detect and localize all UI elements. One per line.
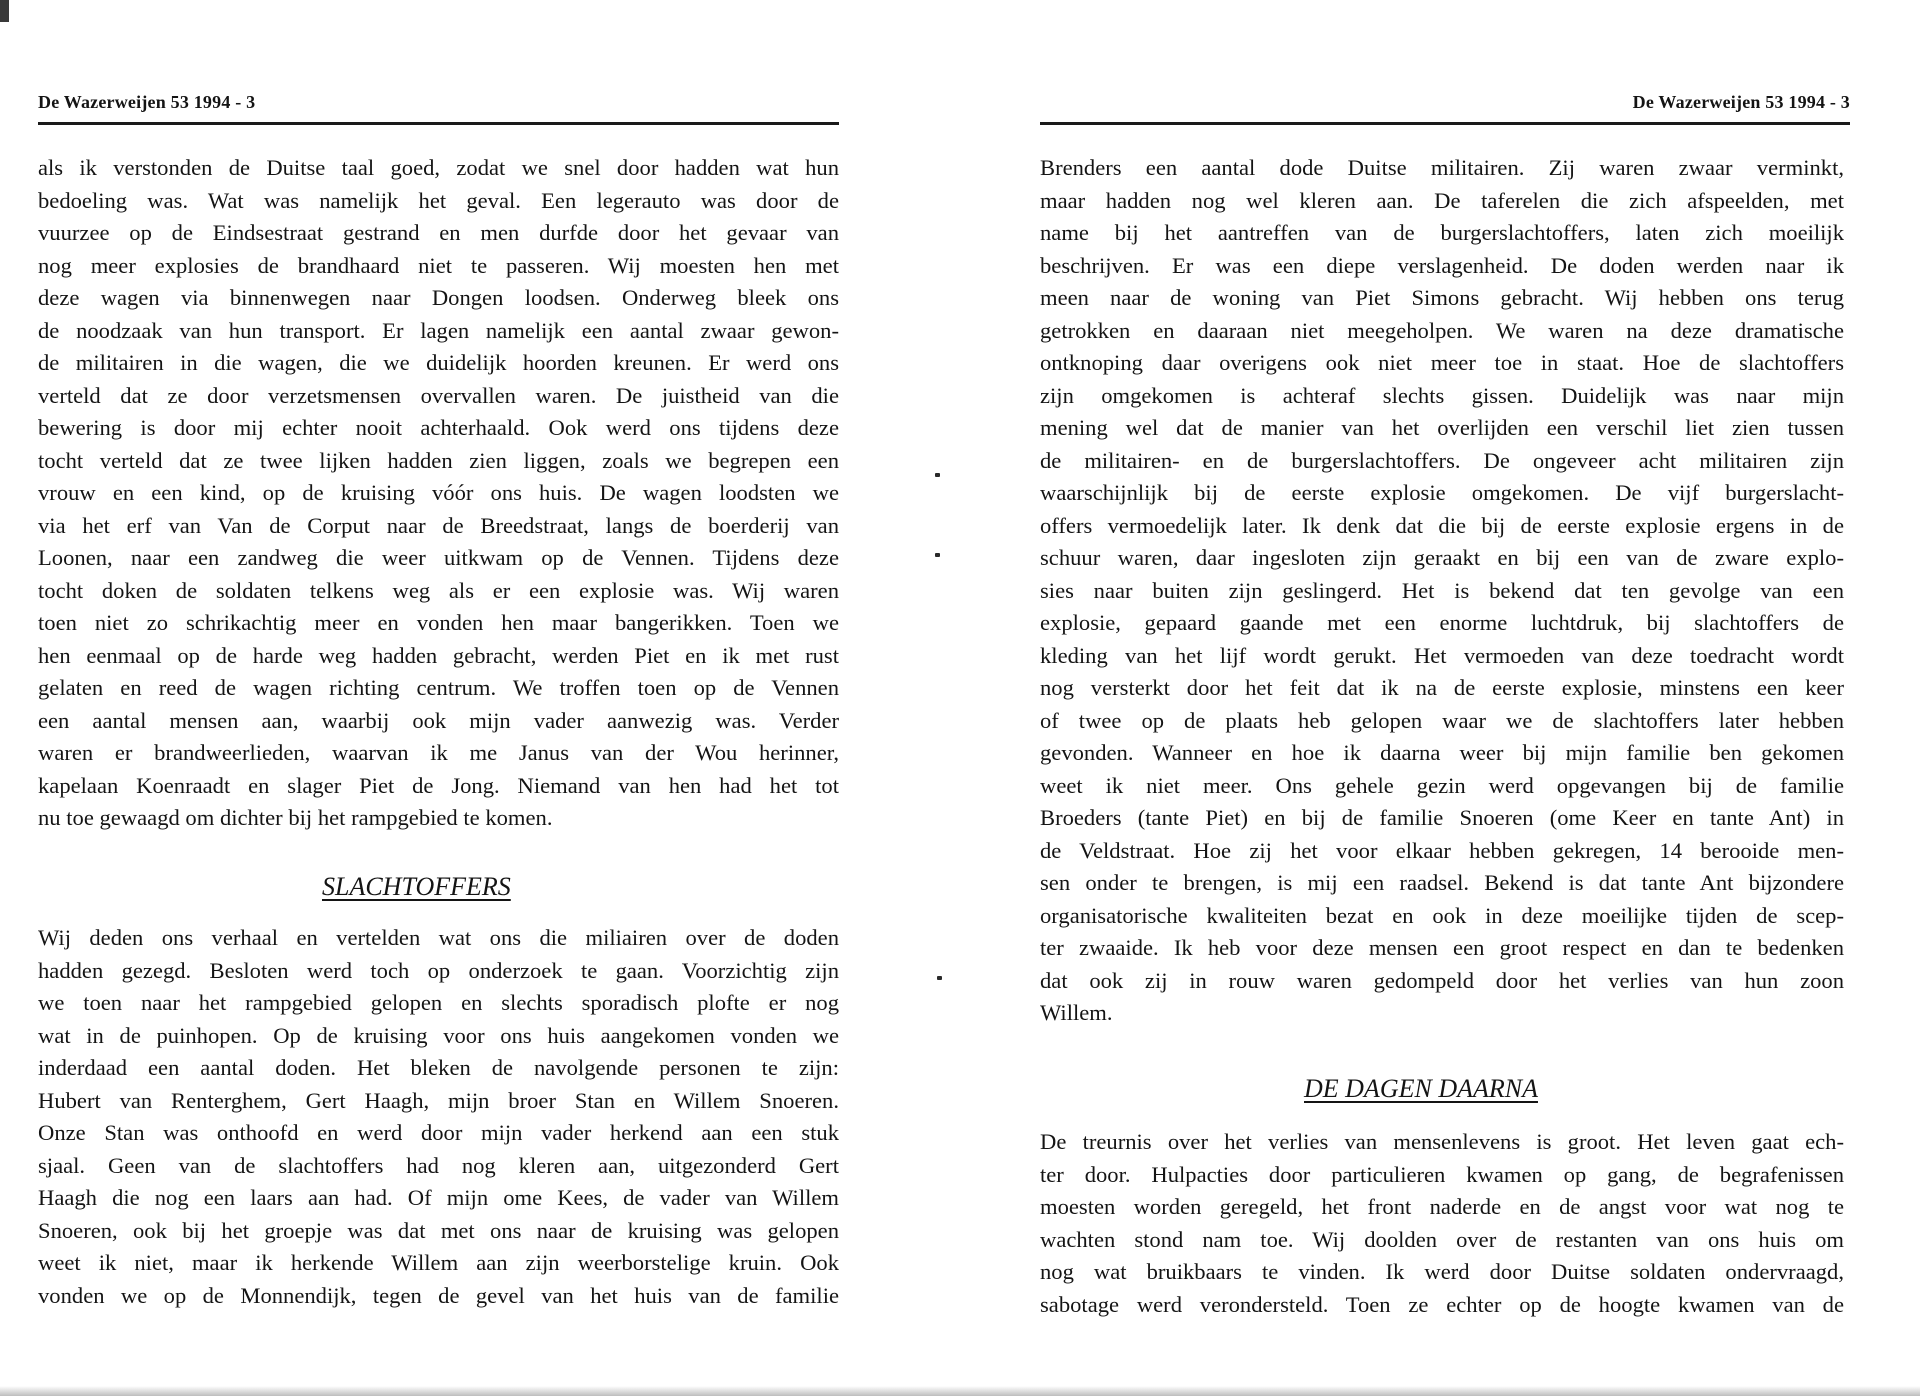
text-line: hadden gezegd. Besloten werd toch op onderzoek te gaan. Voorzichtig zijn [38,957,839,983]
text-line: of twee op de plaats heb gelopen waar we de slachtoffers later hebben [1040,707,1844,733]
text-line: de militairen- en de burgerslachtoffers. De ongeveer acht militairen zijn [1040,447,1844,473]
text-line: tocht doken de soldaten telkens weg als er een explosie was. Wij waren [38,577,839,603]
text-line: sies naar buiten zijn geslingerd. Het is bekend dat ten gevolge van een [1040,577,1844,603]
text-line: organisatorische kwaliteiten bezat en ook in deze moeilijke tijden de scep- [1040,902,1844,928]
text-line: hen eenmaal op de harde weg hadden gebracht, werden Piet en ik met rust [38,642,839,668]
text-line: De treurnis over het verlies van mensenlevens is groot. Het leven gaat ech- [1040,1129,1844,1154]
text-line: we toen naar het rampgebied gelopen en slechts sporadisch plofte er nog [38,990,839,1015]
text-line: via het erf van Van de Corput naar de Breedstraat, langs de boerderij van [38,512,839,538]
text-line: sen onder te brengen, is mij een raadsel. Bekend is dat tante Ant bijzondere [1040,870,1844,895]
text-line: wat in de puinhopen. Op de kruising voor ons huis aangekomen vonden we [38,1022,839,1048]
left-header-rule [38,122,839,125]
right-running-head: De Wazerweijen 53 1994 - 3 [1632,92,1850,112]
gutter-speck [937,976,942,980]
text-line: als ik verstonden de Duitse taal goed, zodat we snel door hadden wat hun [38,155,839,180]
text-line: de noodzaak van hun transport. Er lagen namelijk een aantal zwaar gewon- [38,317,839,343]
text-line: name bij het aantreffen van de burgerslachtoffers, laten zich moeilijk [1040,220,1844,245]
text-line: inderdaad een aantal doden. Het bleken de navolgende personen te zijn: [38,1055,839,1080]
scan-edge-mark [0,0,9,22]
text-line: meen naar de woning van Piet Simons gebracht. Wij hebben ons terug [1040,285,1844,310]
text-line: tocht verteld dat ze twee lijken hadden zien liggen, zoals we begrepen een [38,447,839,473]
left-paragraph-1 [38,152,839,835]
right-paragraph-1 [1040,152,1844,1030]
scan-bottom-edge [0,1386,1920,1396]
text-line: verteld dat ze door verzetsmensen overvallen waren. De juistheid van die [38,382,839,408]
text-line: Broeders (tante Piet) en bij de familie Snoeren (ome Keer en tante Ant) in [1040,805,1844,830]
text-line: Willem. [1040,1000,1113,1025]
right-paragraph-2 [1040,1126,1844,1321]
text-line: Onze Stan was onthoofd en werd door mijn vader herkend aan een stuk [38,1120,839,1145]
text-line: bedoeling was. Wat was namelijk het geval. Een legerauto was door de [38,187,839,213]
section-heading-slachtoffers: SLACHTOFFERS [322,872,511,901]
section-heading-de-dagen-daarna: DE DAGEN DAARNA [1304,1074,1538,1103]
text-line: deze wagen via binnenwegen naar Dongen loodsen. Onderweg bleek ons [38,285,839,310]
text-line: Brenders een aantal dode Duitse militairen. Zij waren zwaar verminkt, [1040,155,1844,180]
text-line: waren er brandweerlieden, waarvan ik me Janus van der Wou herinner, [38,740,839,765]
text-line: beschrijven. Er was een diepe verslagenheid. De doden werden naar ik [1040,252,1844,278]
text-line: nog wat bruikbaars te vinden. Ik werd door Duitse soldaten ondervraagd, [1040,1259,1844,1284]
left-paragraph-2 [38,922,839,1312]
text-line: wachten stond nam toe. Wij doolden over de restanten van ons huis om [1040,1226,1844,1252]
gutter-speck [935,473,940,477]
text-line: Loonen, naar een zandweg die weer uitkwam op de Vennen. Tijdens deze [38,545,839,570]
text-line: weet ik niet meer. Ons gehele gezin werd opgevangen bij de familie [1040,772,1844,798]
gutter-speck [935,553,940,557]
text-line: explosie, gepaard gaande met een enorme luchtdruk, bij slachtoffers de [1040,610,1844,635]
text-line: maar hadden nog wel kleren aan. De taferelen die zich afspeelden, met [1040,187,1844,213]
text-line: toen niet zo schrikachtig meer en vonden hen maar bangerikken. Toen we [38,610,839,635]
text-line: sabotage werd verondersteld. Toen ze echter op de hoogte kwamen van de [1040,1291,1844,1317]
text-line: dat ook zij in rouw waren gedompeld door het verlies van hun zoon [1040,967,1844,993]
left-running-head: De Wazerweijen 53 1994 - 3 [38,92,256,112]
text-line: Wij deden ons verhaal en vertelden wat ons die miliairen over de doden [38,925,839,950]
text-line: een aantal mensen aan, waarbij ook mijn vader aanwezig was. Verder [38,707,839,733]
text-line: moesten worden geregeld, het front naderde en de angst voor wat nog te [1040,1194,1844,1219]
text-line: vrouw en een kind, op de kruising vóór ons huis. De wagen loodsten we [38,480,839,505]
text-line: Haagh die nog een laars aan had. Of mijn ome Kees, de vader van Willem [38,1185,839,1210]
text-line: kapelaan Koenraadt en slager Piet de Jong. Niemand van hen had het tot [38,772,839,798]
text-line: kleding van het lijf wordt gerukt. Het vermoeden van deze toedracht wordt [1040,642,1844,668]
text-line: ter zwaaide. Ik heb voor deze mensen een groot respect en dan te bedenken [1040,935,1844,960]
text-line: waarschijnlijk bij de eerste explosie omgekomen. De vijf burgerslacht- [1040,480,1844,505]
text-line: schuur waren, daar ingesloten zijn geraakt en bij een van de zware explo- [1040,545,1844,570]
left-page [38,0,864,1396]
text-line: zijn omgekomen is achteraf slechts gissen. Duidelijk was naar mijn [1040,382,1844,408]
text-line: de Veldstraat. Hoe zij het voor elkaar hebben gekregen, 14 berooide men- [1040,837,1844,863]
text-line: vuurzee op de Eindsestraat gestrand en men durfde door het gevaar van [38,220,839,245]
text-line: de militairen in die wagen, die we duidelijk hoorden kreunen. Er werd ons [38,350,839,375]
text-line: nog meer explosies de brandhaard niet te passeren. Wij moesten hen met [38,252,839,278]
right-header-rule [1040,122,1850,125]
text-line: bewering is door mij echter nooit achterhaald. Ook werd ons tijdens deze [38,415,839,440]
text-line: nog versterkt door het feit dat ik na de eerste explosie, minstens een keer [1040,675,1844,700]
text-line: weet ik niet, maar ik herkende Willem aan zijn weerborstelige kruin. Ook [38,1250,839,1275]
text-line: ontknoping daar overigens ook niet meer toe in staat. Hoe de slachtoffers [1040,350,1844,375]
text-line: ter door. Hulpacties door particulieren kwamen op gang, de begrafenissen [1040,1161,1844,1187]
text-line: offers vermoedelijk later. Ik denk dat die bij de eerste explosie ergens in de [1040,512,1844,538]
text-line: Snoeren, ook bij het groepje was dat met ons naar de kruising was gelopen [38,1217,839,1243]
text-line: vonden we op de Monnendijk, tegen de gevel van het huis van de familie [38,1282,839,1308]
text-line: gevonden. Wanneer en hoe ik daarna weer bij mijn familie ben gekomen [1040,740,1844,765]
text-line: gelaten en reed de wagen richting centrum. We troffen toen op de Vennen [38,675,839,700]
text-line: Hubert van Renterghem, Gert Haagh, mijn broer Stan en Willem Snoeren. [38,1087,839,1113]
text-line: mening wel dat de manier van het overlijden een verschil liet zien tussen [1040,415,1844,440]
text-line: nu toe gewaagd om dichter bij het rampgebied te komen. [38,805,553,830]
text-line: sjaal. Geen van de slachtoffers had nog kleren aan, uitgezonderd Gert [38,1152,839,1178]
right-page [1040,0,1866,1396]
text-line: getrokken en daaraan niet meegeholpen. We waren na deze dramatische [1040,317,1844,343]
